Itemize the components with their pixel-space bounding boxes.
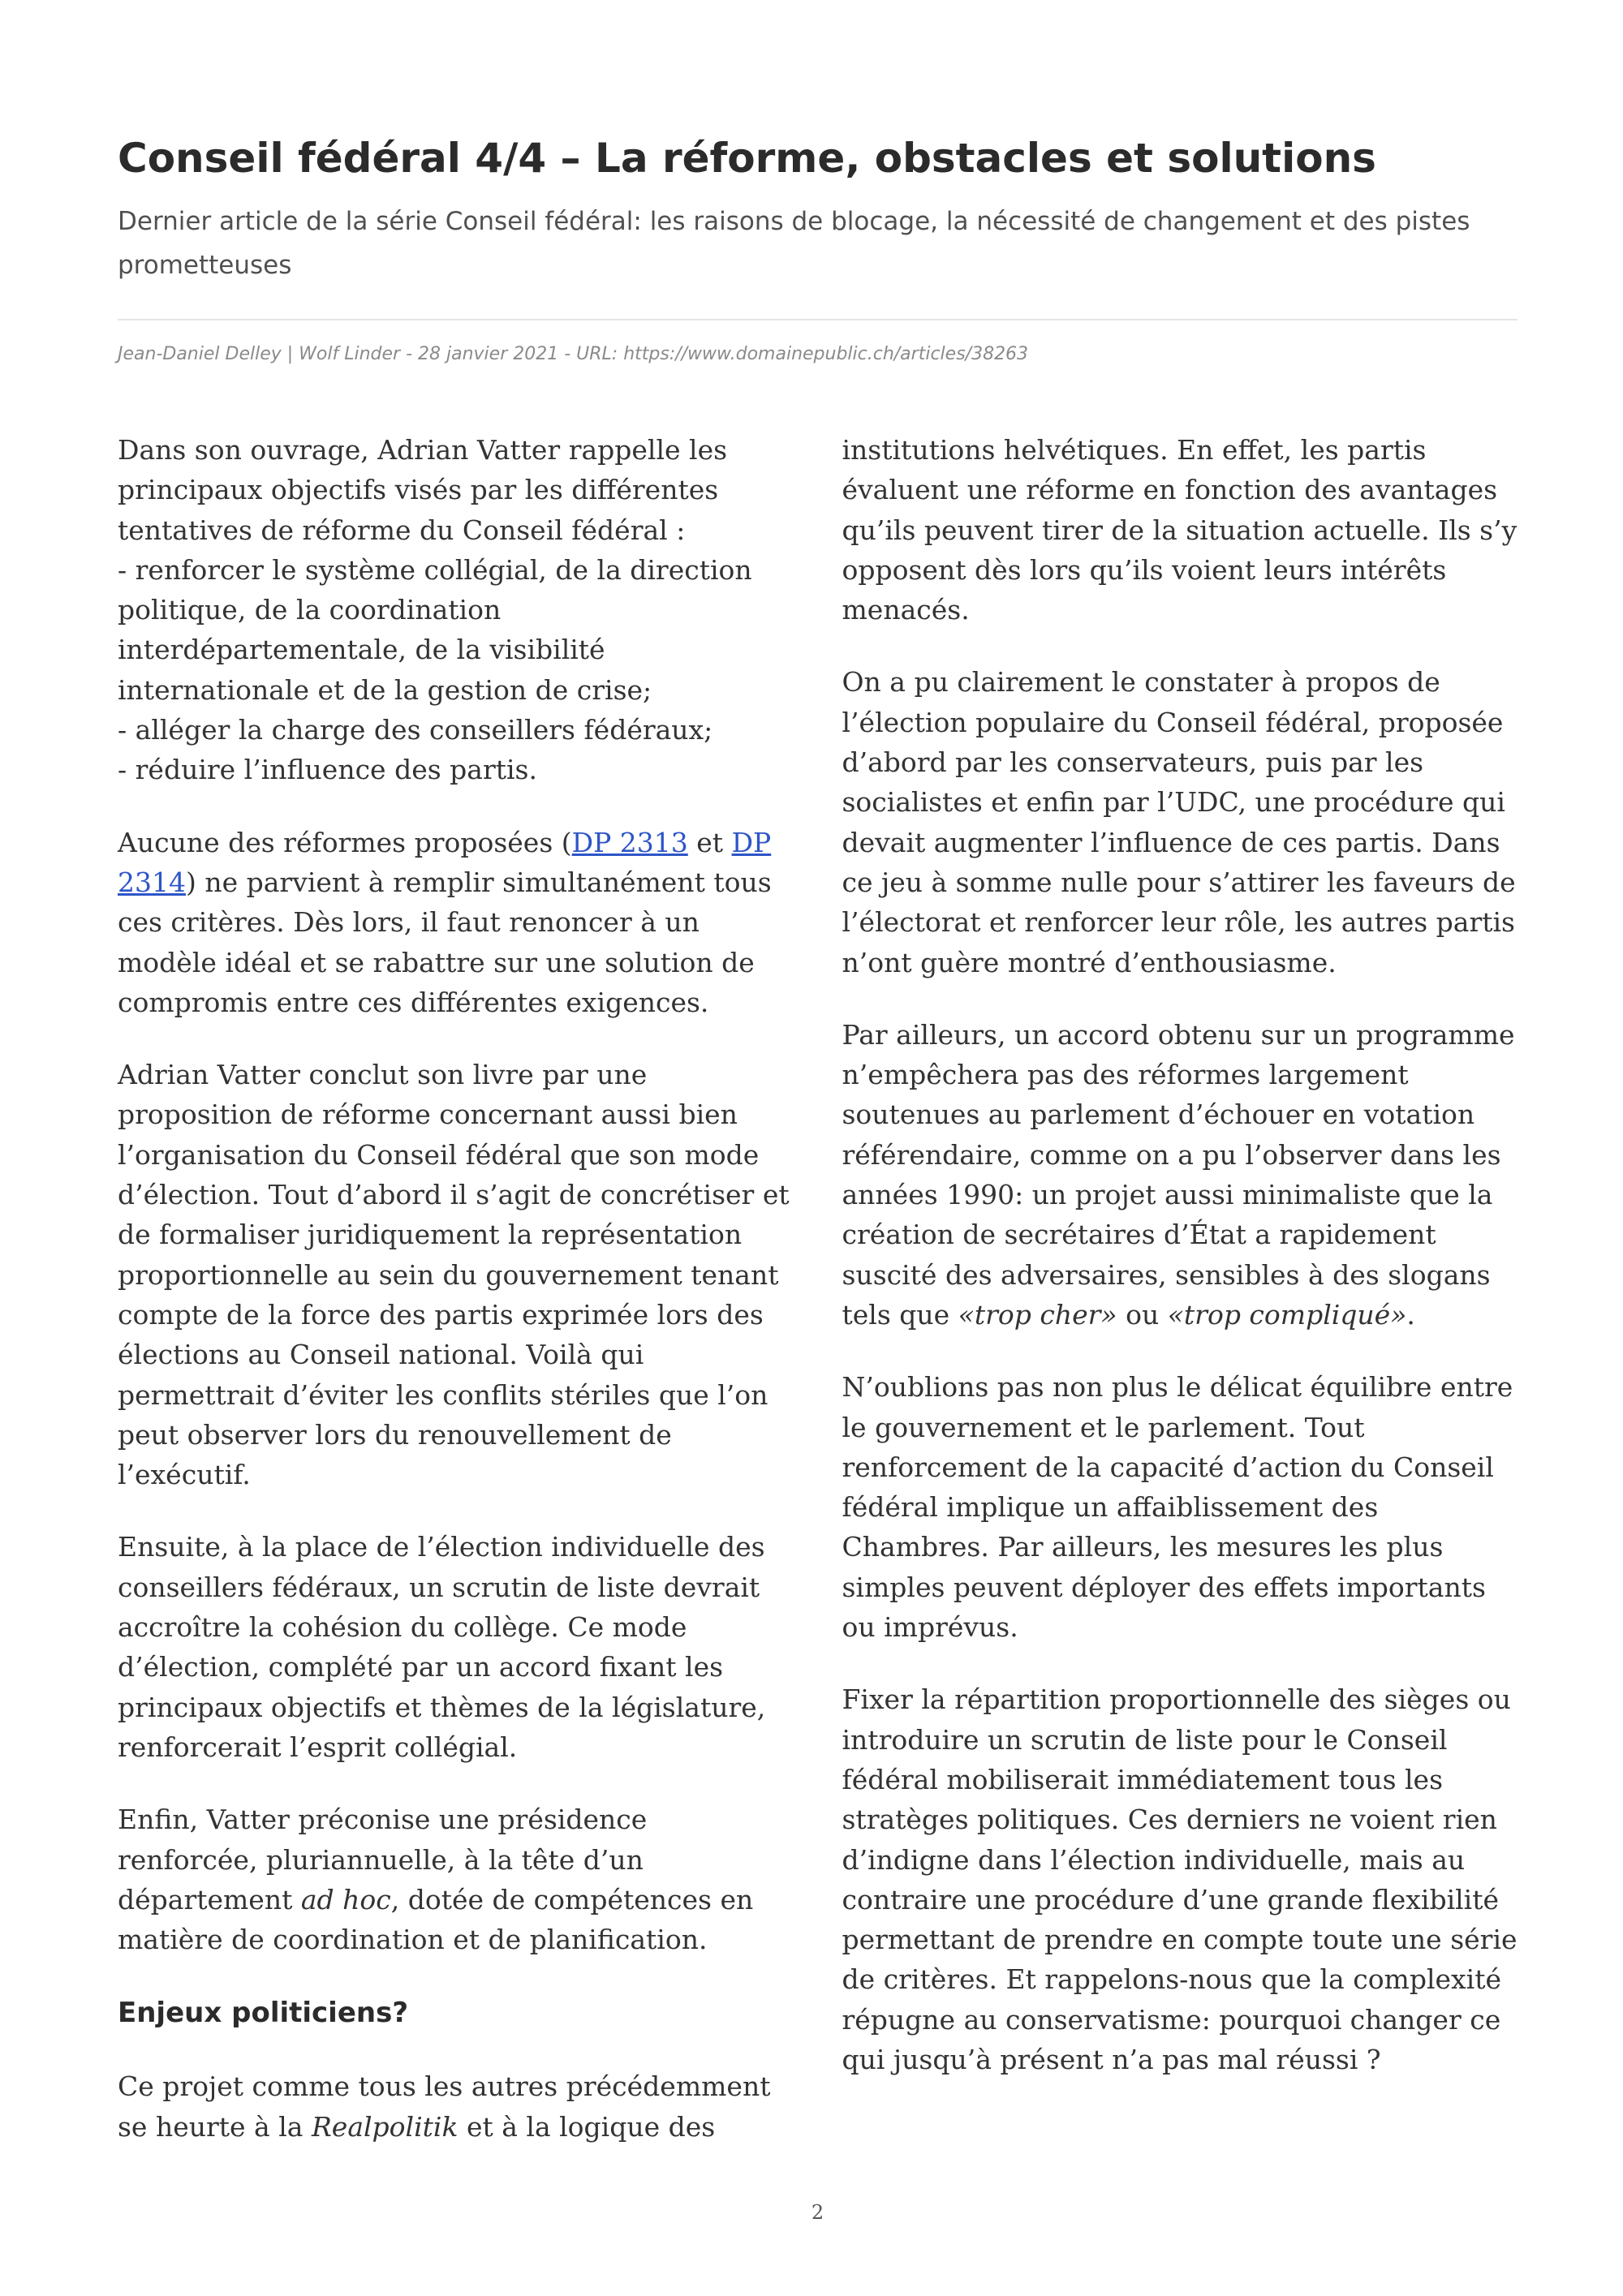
emphasis-ad-hoc: ad hoc [300,1883,391,1915]
emphasis-quote: «trop compliqué» [1167,1298,1407,1331]
paragraph-proposal: Adrian Vatter conclut son livre par une proposition de réforme concernant aussi bien l’organisation du Conseil fédéral que son mode d’élection. Tout d’abord il s’agit de concrétiser et de formaliser juridiquement la représentation proportionnelle au sein du gouvernement tenant compte de la force des partis exprimée lors des élections au Conseil national. Voilà qui permettrait d’éviter les conflits stériles que l’on peut observer lors du renouvellement de l’exécutif. [118,1059,790,1491]
paragraph-presidency [118,1799,794,1959]
document-page [118,0,1518,2296]
text-span: Par ailleurs, un accord obtenu sur un programme n’empêchera pas des réformes largement soutenues au parlement d’échouer en votation référendaire, comme on a pu l’observer dans les années 1990: un projet aussi minimaliste que la création de secrétaires d’État a rapidement suscité des adversaires, sensibles à des slogans tels que [842,1018,1515,1331]
paragraph-balance: N’oublions pas non plus le délicat équilibre entre le gouvernement et le parlement. Tout renforcement de la capacité d’action du Conseil fédéral implique un affaiblissement des Chambres. Par ailleurs, les mesures les plus simples peuvent déployer des effets importants ou imprévus. [842,1371,1513,1644]
paragraph-list-vote: Ensuite, à la place de l’élection individuelle des conseillers fédéraux, un scrutin de liste devrait accroître la cohésion du collège. Ce mode d’élection, complété par un accord fixant les principaux objectifs et thèmes de la législature, renforcerait l’esprit collégial. [118,1531,766,1763]
paragraph-referendum [842,1015,1518,1335]
section-heading: Enjeux politiciens? [118,1997,409,2030]
text-span: ) ne parvient à remplir simultanément tous ces critères. Dès lors, il faut renoncer à un modèle idéal et se rabattre sur une solution de compromis entre ces différentes exigences. [118,866,772,1018]
header-divider [118,319,1518,320]
text-span: Aucune des réformes proposées ( [118,826,572,858]
article-subtitle: Dernier article de la série Conseil fédéral: les raisons de blocage, la nécessité de changement et des pistes prometteuses [118,207,1470,280]
link-dp-2313[interactable]: DP 2313 [571,826,688,858]
text-span: Ce projet comme tous les autres précédemment se heurte à la [118,2070,771,2143]
text-span: et à la logique des institutions helvétiques. En effet, les partis évaluent une réforme en fonction des avantages qu’ils peuvent tirer de la situation actuelle. Ils s’y opposent dès lors qu’ils voient leurs intérêts menacés. [458,434,1518,2143]
objective-item: - renforcer le système collégial, de la direction politique, de la coordination interdépartementale, de la visibilité internationale et de la gestion de crise; [118,553,752,706]
text-span: , dotée de compétences en matière de coordination et de planification. [118,1883,754,1956]
page-number: 2 [811,2201,824,2224]
article-meta: Jean-Daniel Delley | Wolf Linder - 28 janvier 2021 - URL: https://www.domainepublic.ch/articles/38263 [118,344,1029,364]
text-span: et [687,826,732,858]
article-body [118,430,1518,2174]
link-dp-2314[interactable]: DP 2314 [118,826,772,898]
text-span: ou [1117,1298,1168,1331]
paragraph-objectives [118,430,794,790]
emphasis-realpolitik: Realpolitik [311,2110,458,2143]
text-span: Enfin, Vatter préconise une présidence renforcée, pluriannuelle, à la tête d’un département [118,1804,648,1915]
paragraph-conclusion: Fixer la répartition proportionnelle des sièges ou introduire un scrutin de liste pour le Conseil fédéral mobiliserait immédiatement tous les stratèges politiques. Ces derniers ne voient rien d’indigne dans l’élection individuelle, mais au contraire une procédure d’une grande flexibilité permettant de prendre en compte toute une série de critères. Et rappelons-nous que la complexité répugne au conservatisme: pourquoi changer ce qui jusqu’à présent n’a pas mal réussi ? [842,1683,1518,2075]
article-title: Conseil fédéral 4/4 – La réforme, obstacles et solutions [118,135,1376,182]
objective-item: - réduire l’influence des partis. [118,754,537,786]
paragraph-popular-election: On a pu clairement le constater à propos de l’élection populaire du Conseil fédéral, proposée d’abord par les conservateurs, puis par les socialistes et enfin par l’UDC, une procédure qui devait augmenter l’influence de ces partis. Dans ce jeu à somme nulle pour s’attirer les faveurs de l’électorat et renforcer leur rôle, les autres partis n’ont guère montré d’enthousiasme. [842,666,1516,978]
objectives-intro: Dans son ouvrage, Adrian Vatter rappelle les principaux objectifs visés par les différentes tentatives de réforme du Conseil fédéral : [118,434,728,546]
paragraph-reforms [118,823,794,1022]
objective-item: - alléger la charge des conseillers fédéraux; [118,714,713,746]
text-span: . [1406,1298,1415,1331]
emphasis-quote: «trop cher» [958,1298,1117,1331]
